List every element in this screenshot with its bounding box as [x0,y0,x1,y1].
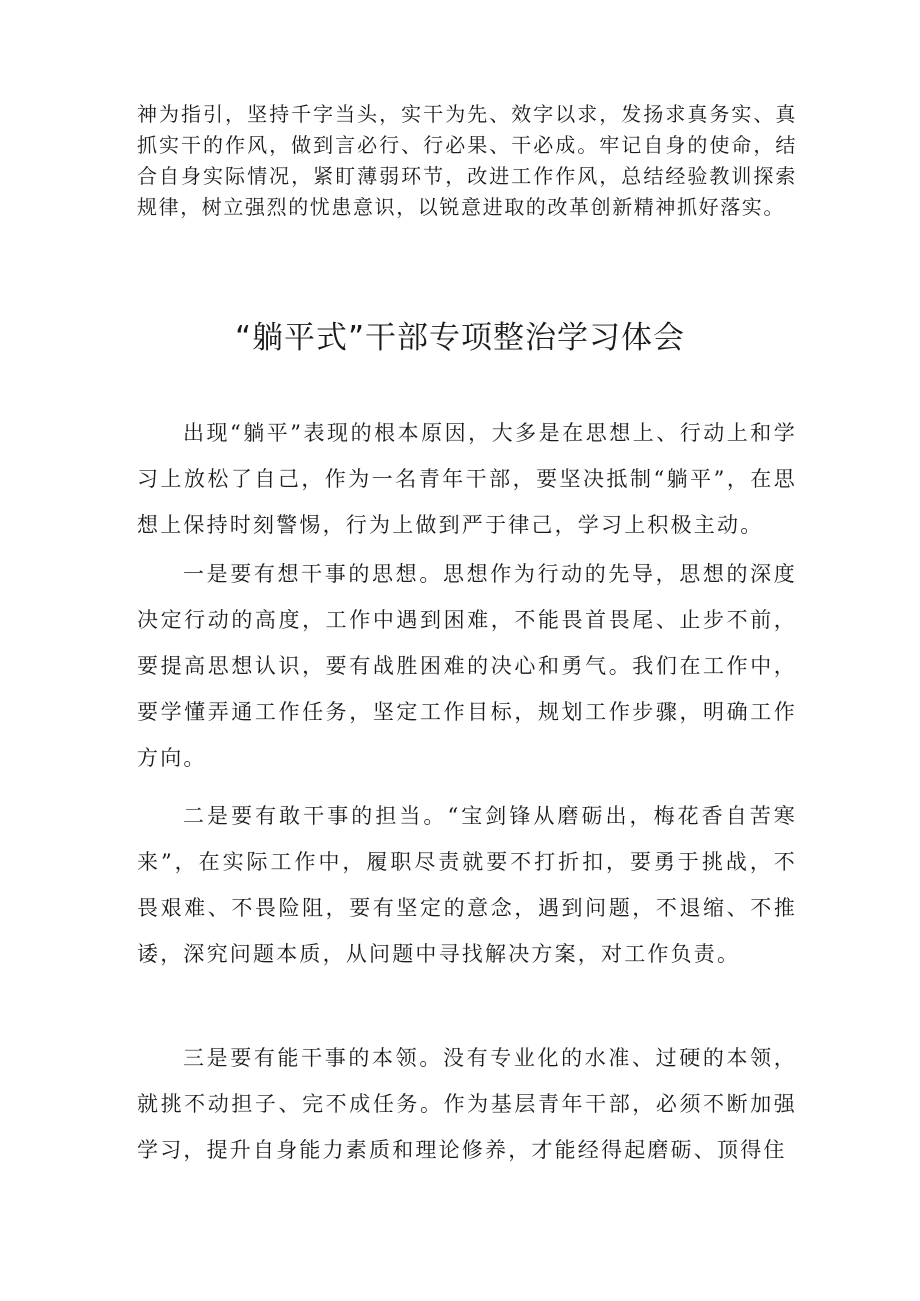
paragraph-1: 出现“躺平”表现的根本原因，大多是在思想上、行动上和学习上放松了自己，作为一名青年干部，要坚决抵制“躺平”，在思想上保持时刻警惕，行为上做到严于律己，学习上积极主动。 [137,421,797,537]
paragraph-3: 二是要有敢干事的担当。“宝剑锋从磨砺出，梅花香自苦寒来”，在实际工作中，履职尽责就要不打折扣，要勇于挑战，不畏艰难、不畏险阻，要有坚定的意念，遇到问题，不退缩、不推诿，深究问题本质，从问题中寻找解决方案，对工作负责。 [137,804,797,966]
document-title: “躺平式”干部专项整治学习体会 [234,320,686,356]
paragraph-4: 三是要有能干事的本领。没有专业化的水准、过硬的本领，就挑不动担子、完不成任务。作为基层青年干部，必须不断加强学习，提升自身能力素质和理论修养，才能经得起磨砺、顶得住 [137,1046,797,1162]
paragraph-2: 一是要有想干事的思想。思想作为行动的先导，思想的深度决定行动的高度，工作中遇到困难，不能畏首畏尾、止步不前，要提高思想认识，要有战胜困难的决心和勇气。我们在工作中，要学懂弄通工作任务，坚定工作目标，规划工作步骤，明确工作方向。 [137,562,797,770]
intro-paragraph: 神为指引，坚持千字当头，实干为先、效字以求，发扬求真务实、真抓实干的作风，做到言必行、行必果、干必成。牢记自身的使命，结合自身实际情况，紧盯薄弱环节，改进工作作风，总结经验教训探索规律，树立强烈的忧患意识，以锐意进取的改革创新精神抓好落实。 [137,102,797,219]
